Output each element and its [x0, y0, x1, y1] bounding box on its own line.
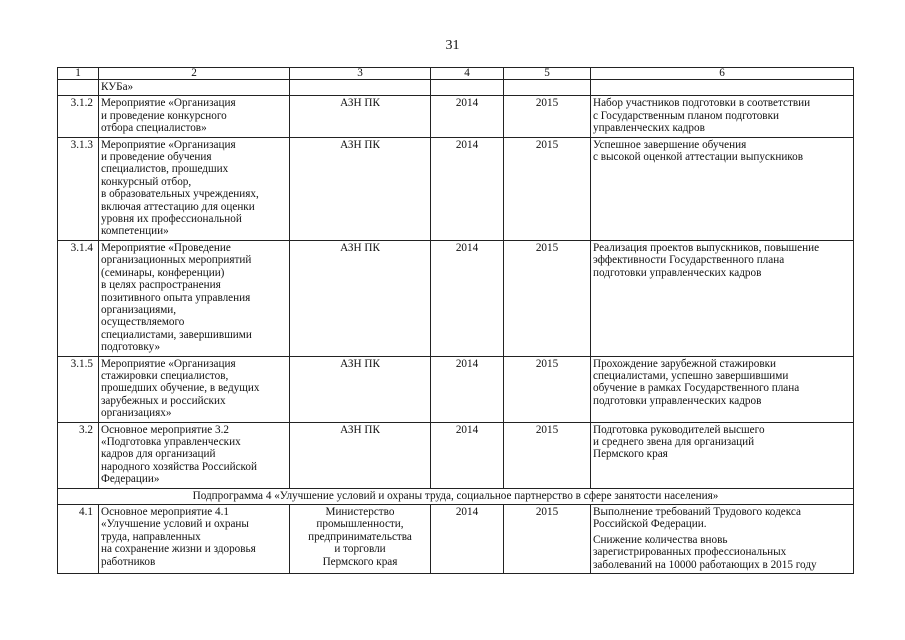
- table-row: [58, 96, 854, 137]
- column-number-5: 5: [504, 68, 591, 80]
- expected-result: [591, 505, 854, 574]
- start-year: [431, 80, 504, 96]
- end-year: 2015: [504, 505, 591, 574]
- expected-result-line: управленческих кадров: [593, 122, 705, 135]
- measure-name-line: специалистами, завершившими: [101, 328, 252, 341]
- expected-result-line: Набор участников подготовки в соответствии: [593, 97, 811, 110]
- end-year: 2015: [504, 96, 591, 137]
- measure-number: 3.1.2: [58, 96, 99, 137]
- table-row: [58, 505, 854, 574]
- executor: [290, 422, 431, 488]
- executor: [290, 80, 431, 96]
- executor-line: АЗН ПК: [340, 241, 380, 254]
- expected-result-line: Снижение количества вновь: [593, 533, 728, 546]
- measure-number: 3.1.3: [58, 137, 99, 240]
- expected-result-line: с Государственным планом подготовки: [593, 109, 780, 122]
- measure-name-line: организационных мероприятий: [101, 254, 252, 267]
- expected-result-line: подготовки управленческих кадров: [593, 394, 762, 407]
- end-year: 2015: [504, 137, 591, 240]
- page-number: 31: [445, 38, 460, 53]
- measure-name-line: Мероприятие «Организация: [101, 138, 236, 151]
- column-number-4: 4: [431, 68, 504, 80]
- measure-name: [99, 96, 290, 137]
- table-row: [58, 422, 854, 488]
- executor-line: АЗН ПК: [340, 357, 380, 370]
- executor: [290, 356, 431, 422]
- table-body: [58, 68, 854, 574]
- executor: [290, 96, 431, 137]
- subprogram-title: Подпрограмма 4 «Улучшение условий и охраны труда, социальное партнерство в сфере занятости населения»: [58, 488, 854, 504]
- measure-name-line: организациях»: [101, 407, 172, 420]
- expected-result: [591, 80, 854, 96]
- measure-name-line: КУБа»: [101, 81, 134, 93]
- column-number-2: 2: [99, 68, 290, 80]
- expected-result-line: зарегистрированных профессиональных: [593, 546, 787, 559]
- end-year: [504, 80, 591, 96]
- measure-name-line: народного хозяйства Российской: [101, 460, 257, 473]
- measure-name: [99, 422, 290, 488]
- measure-number: [58, 80, 99, 96]
- measure-name-line: специалистов, прошедших: [101, 163, 229, 176]
- expected-result: [591, 96, 854, 137]
- expected-result-line: Реализация проектов выпускников, повышение: [593, 241, 820, 254]
- measure-name-line: компетенции»: [101, 225, 169, 238]
- measure-name-line: труда, направленных: [101, 530, 201, 543]
- executor-line: АЗН ПК: [340, 97, 380, 110]
- expected-result-line: подготовки управленческих кадров: [593, 266, 762, 279]
- measure-name-line: отбора специалистов»: [101, 122, 207, 135]
- column-number-3: 3: [290, 68, 431, 80]
- start-year: 2014: [431, 422, 504, 488]
- expected-result-line: Пермского края: [593, 448, 668, 461]
- start-year: 2014: [431, 96, 504, 137]
- expected-result-line: с высокой оценкой аттестации выпускников: [593, 151, 804, 164]
- expected-result-line: обучение в рамках Государственного плана: [593, 382, 800, 395]
- measure-number: 3.1.4: [58, 240, 99, 356]
- expected-result-line: Российской Федерации.: [593, 518, 707, 531]
- expected-result: [591, 356, 854, 422]
- measure-name: [99, 505, 290, 574]
- measure-name-line: включая аттестацию для оценки: [101, 200, 255, 213]
- measure-name-line: подготовку»: [101, 341, 161, 354]
- start-year: 2014: [431, 137, 504, 240]
- measure-name: [99, 240, 290, 356]
- executor-line: и торговли: [334, 543, 386, 556]
- measure-number: 3.1.5: [58, 356, 99, 422]
- end-year: 2015: [504, 240, 591, 356]
- measure-name-line: стажировки специалистов,: [101, 369, 229, 382]
- measure-name-line: прошедших обучение, в ведущих: [101, 382, 260, 395]
- expected-result-line: эффективности Государственного плана: [593, 254, 785, 267]
- measure-name-line: «Улучшение условий и охраны: [101, 518, 249, 531]
- expected-result-line: Подготовка руководителей высшего: [593, 423, 765, 436]
- measure-name-line: Основное мероприятие 4.1: [101, 506, 229, 518]
- measure-name-line: зарубежных и российских: [101, 394, 226, 407]
- measure-name-line: позитивного опыта управления: [101, 291, 251, 304]
- measure-name-line: работников: [101, 555, 156, 568]
- column-number-6: 6: [591, 68, 854, 80]
- measure-name-line: Мероприятие «Проведение: [101, 241, 231, 254]
- executor-line: АЗН ПК: [340, 423, 380, 436]
- measure-number: 4.1: [58, 505, 99, 574]
- table-row: [58, 240, 854, 356]
- start-year: 2014: [431, 505, 504, 574]
- measure-name: [99, 137, 290, 240]
- measure-name-line: (семинары, конференции): [101, 266, 225, 279]
- expected-result-line: заболеваний на 10000 работающих в 2015 году: [593, 558, 817, 571]
- measure-name-line: Основное мероприятие 3.2: [101, 423, 229, 436]
- executor: [290, 505, 431, 574]
- measure-name-line: и проведение конкурсного: [101, 109, 227, 122]
- expected-result: [591, 240, 854, 356]
- measure-name: [99, 80, 290, 96]
- measure-name-line: уровня их профессиональной: [101, 213, 242, 226]
- executor-line: АЗН ПК: [340, 138, 380, 151]
- column-number-1: 1: [58, 68, 99, 80]
- expected-result-line: специалистами, успешно завершившими: [593, 369, 789, 382]
- executor-line: предпринимательства: [308, 530, 412, 543]
- measure-name-line: и проведение обучения: [101, 151, 212, 164]
- column-number-row: [58, 68, 854, 80]
- table-row: [58, 80, 854, 96]
- expected-result-line: Прохождение зарубежной стажировки: [593, 357, 777, 370]
- start-year: 2014: [431, 356, 504, 422]
- start-year: 2014: [431, 240, 504, 356]
- executor: [290, 137, 431, 240]
- measure-name-line: Мероприятие «Организация: [101, 357, 236, 370]
- measure-name-line: Федерации»: [101, 473, 160, 486]
- program-measures-table: [57, 67, 854, 574]
- expected-result-line: Успешное завершение обучения: [593, 138, 747, 151]
- measure-name-line: «Подготовка управленческих: [101, 435, 241, 448]
- expected-result: [591, 422, 854, 488]
- table-row: [58, 356, 854, 422]
- executor-line: Министерство: [325, 506, 395, 518]
- measure-name-line: в образовательных учреждениях,: [101, 188, 259, 201]
- expected-result: [591, 137, 854, 240]
- expected-result-line: и среднего звена для организаций: [593, 435, 755, 448]
- measure-name-line: кадров для организаций: [101, 448, 216, 461]
- executor-line: Пермского края: [322, 555, 398, 568]
- measure-name-line: организациями,: [101, 303, 177, 316]
- measure-name-line: в целях распространения: [101, 279, 221, 292]
- expected-result-line: Выполнение требований Трудового кодекса: [593, 506, 801, 518]
- end-year: 2015: [504, 422, 591, 488]
- measure-name-line: Мероприятие «Организация: [101, 97, 236, 110]
- subprogram-row: [58, 488, 854, 504]
- measure-name-line: осуществляемого: [101, 316, 185, 329]
- executor: [290, 240, 431, 356]
- measure-number: 3.2: [58, 422, 99, 488]
- measure-name-line: на сохранение жизни и здоровья: [101, 543, 256, 556]
- table-row: [58, 137, 854, 240]
- end-year: 2015: [504, 356, 591, 422]
- measure-name: [99, 356, 290, 422]
- executor-line: промышленности,: [316, 518, 404, 531]
- measure-name-line: конкурсный отбор,: [101, 175, 192, 188]
